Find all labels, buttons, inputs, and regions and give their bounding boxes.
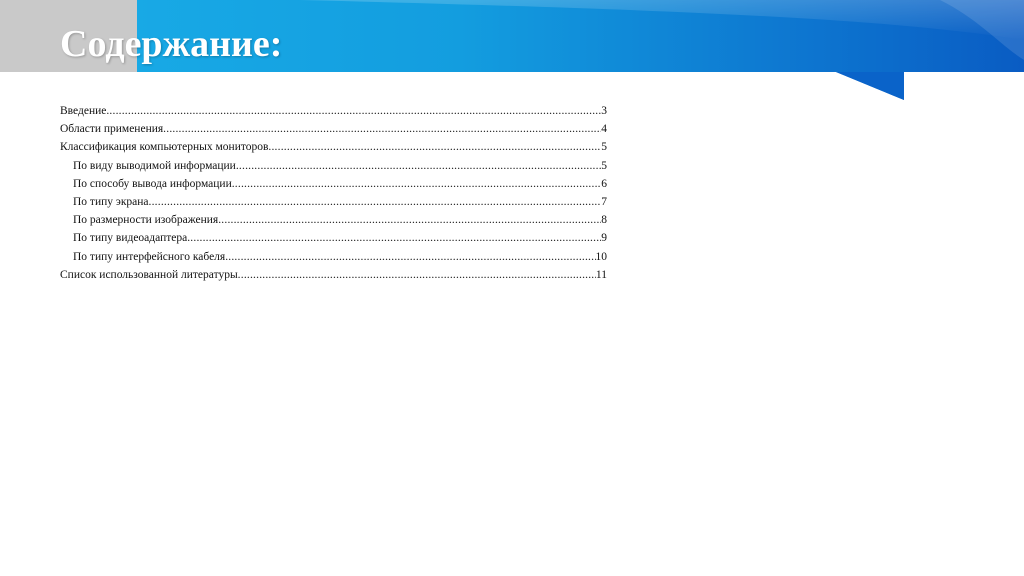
toc-entry-page-number: 6 [601, 177, 607, 190]
toc-entry-page-number: 4 [601, 123, 607, 136]
table-of-contents [60, 102, 607, 284]
toc-entry-label: Области применения [60, 123, 164, 136]
toc-entry-label: По типу видеоадаптера [73, 232, 188, 245]
toc-entry-page-number: 9 [601, 232, 607, 245]
toc-entry[interactable] [60, 248, 607, 266]
toc-dot-leader [149, 193, 602, 211]
toc-dot-leader [106, 102, 601, 120]
toc-entry[interactable] [60, 175, 607, 193]
toc-entry-label: По типу экрана [73, 195, 149, 208]
toc-entry-label: Введение [60, 105, 107, 117]
slide-title: Содержание: [60, 23, 283, 65]
toc-entry[interactable] [60, 193, 607, 211]
toc-entry-label: Классификация компьютерных мониторов [60, 141, 269, 154]
toc-entry-label: По типу интерфейсного кабеля [73, 250, 226, 263]
toc-entry[interactable] [60, 266, 607, 284]
toc-entry-page-number: 5 [601, 159, 607, 172]
toc-entry[interactable] [60, 211, 607, 229]
toc-entry-page-number: 7 [601, 195, 607, 208]
toc-entry-label: По способу вывода информации [73, 177, 232, 190]
toc-dot-leader [238, 266, 596, 284]
toc-entry[interactable] [60, 138, 607, 156]
toc-dot-leader [268, 138, 601, 156]
toc-dot-leader [236, 157, 601, 175]
toc-dot-leader [163, 120, 601, 138]
toc-dot-leader [187, 229, 601, 247]
toc-entry-page-number: 10 [595, 250, 607, 263]
toc-entry-page-number: 11 [595, 268, 607, 281]
toc-dot-leader [232, 175, 602, 193]
toc-entry-page-number: 8 [601, 214, 607, 227]
toc-dot-leader [225, 248, 595, 266]
toc-entry[interactable] [60, 229, 607, 247]
banner-fold [836, 72, 904, 100]
toc-entry[interactable] [60, 157, 607, 175]
toc-dot-leader [218, 211, 601, 229]
toc-entry-label: Список использованной литературы [60, 268, 238, 281]
toc-entry-label: По виду выводимой информации [73, 159, 236, 172]
toc-entry[interactable] [60, 102, 607, 120]
toc-entry-label: По размерности изображения [73, 214, 219, 227]
toc-entry-page-number: 3 [601, 105, 607, 117]
toc-entry-page-number: 5 [601, 141, 607, 154]
toc-entry[interactable] [60, 120, 607, 138]
